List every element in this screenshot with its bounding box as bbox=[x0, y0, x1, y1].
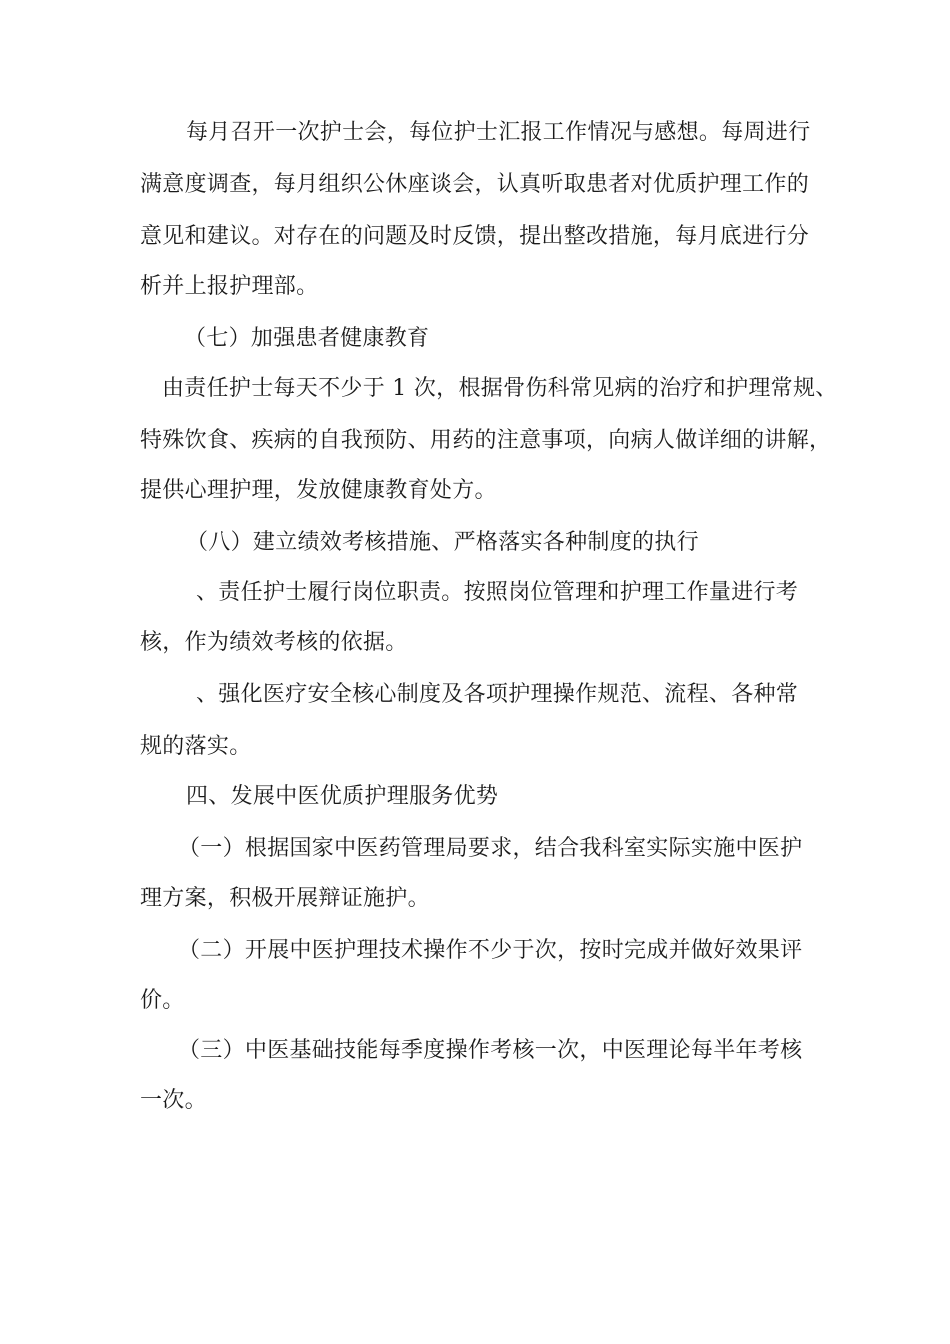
subsection-line: （一）根据国家中医药管理局要求，结合我科室实际实施中医护 bbox=[178, 836, 803, 861]
paragraph-line: 意见和建议。对存在的问题及时反馈，提出整改措施，每月底进行分 bbox=[140, 224, 810, 249]
subsection-line: （三）中医基础技能每季度操作考核一次，中医理论每半年考核 bbox=[178, 1038, 803, 1063]
paragraph-line: 满意度调查，每月组织公休座谈会，认真听取患者对优质护理工作的 bbox=[140, 172, 810, 197]
paragraph-line: 特殊饮食、疾病的自我预防、用药的注意事项，向病人做详细的讲解， bbox=[140, 428, 832, 453]
section-heading: （七）加强患者健康教育 bbox=[184, 326, 430, 351]
paragraph-line: 每月召开一次护士会，每位护士汇报工作情况与感想。每周进行 bbox=[186, 120, 811, 145]
paragraph-line: 提供心理护理，发放健康教育处方。 bbox=[140, 478, 497, 503]
subsection-line: 价。 bbox=[140, 988, 185, 1013]
paragraph-line: 析并上报护理部。 bbox=[140, 274, 319, 299]
subsection-line: 理方案，积极开展辩证施护。 bbox=[140, 886, 430, 911]
section-heading: （八）建立绩效考核措施、严格落实各种制度的执行 bbox=[186, 530, 699, 555]
list-item-line: 、责任护士履行岗位职责。按照岗位管理和护理工作量进行考 bbox=[196, 580, 799, 605]
list-item-line: 、强化医疗安全核心制度及各项护理操作规范、流程、各种常 bbox=[196, 682, 799, 707]
section-heading: 四、发展中医优质护理服务优势 bbox=[186, 784, 499, 809]
subsection-line: 一次。 bbox=[140, 1088, 207, 1113]
list-item-line: 规的落实。 bbox=[140, 734, 252, 759]
paragraph-line: 由责任护士每天不少于 1 次，根据骨伤科常见病的治疗和护理常规、 bbox=[162, 376, 838, 401]
list-item-line: 核，作为绩效考核的依据。 bbox=[140, 630, 408, 655]
subsection-line: （二）开展中医护理技术操作不少于次，按时完成并做好效果评 bbox=[178, 938, 803, 963]
